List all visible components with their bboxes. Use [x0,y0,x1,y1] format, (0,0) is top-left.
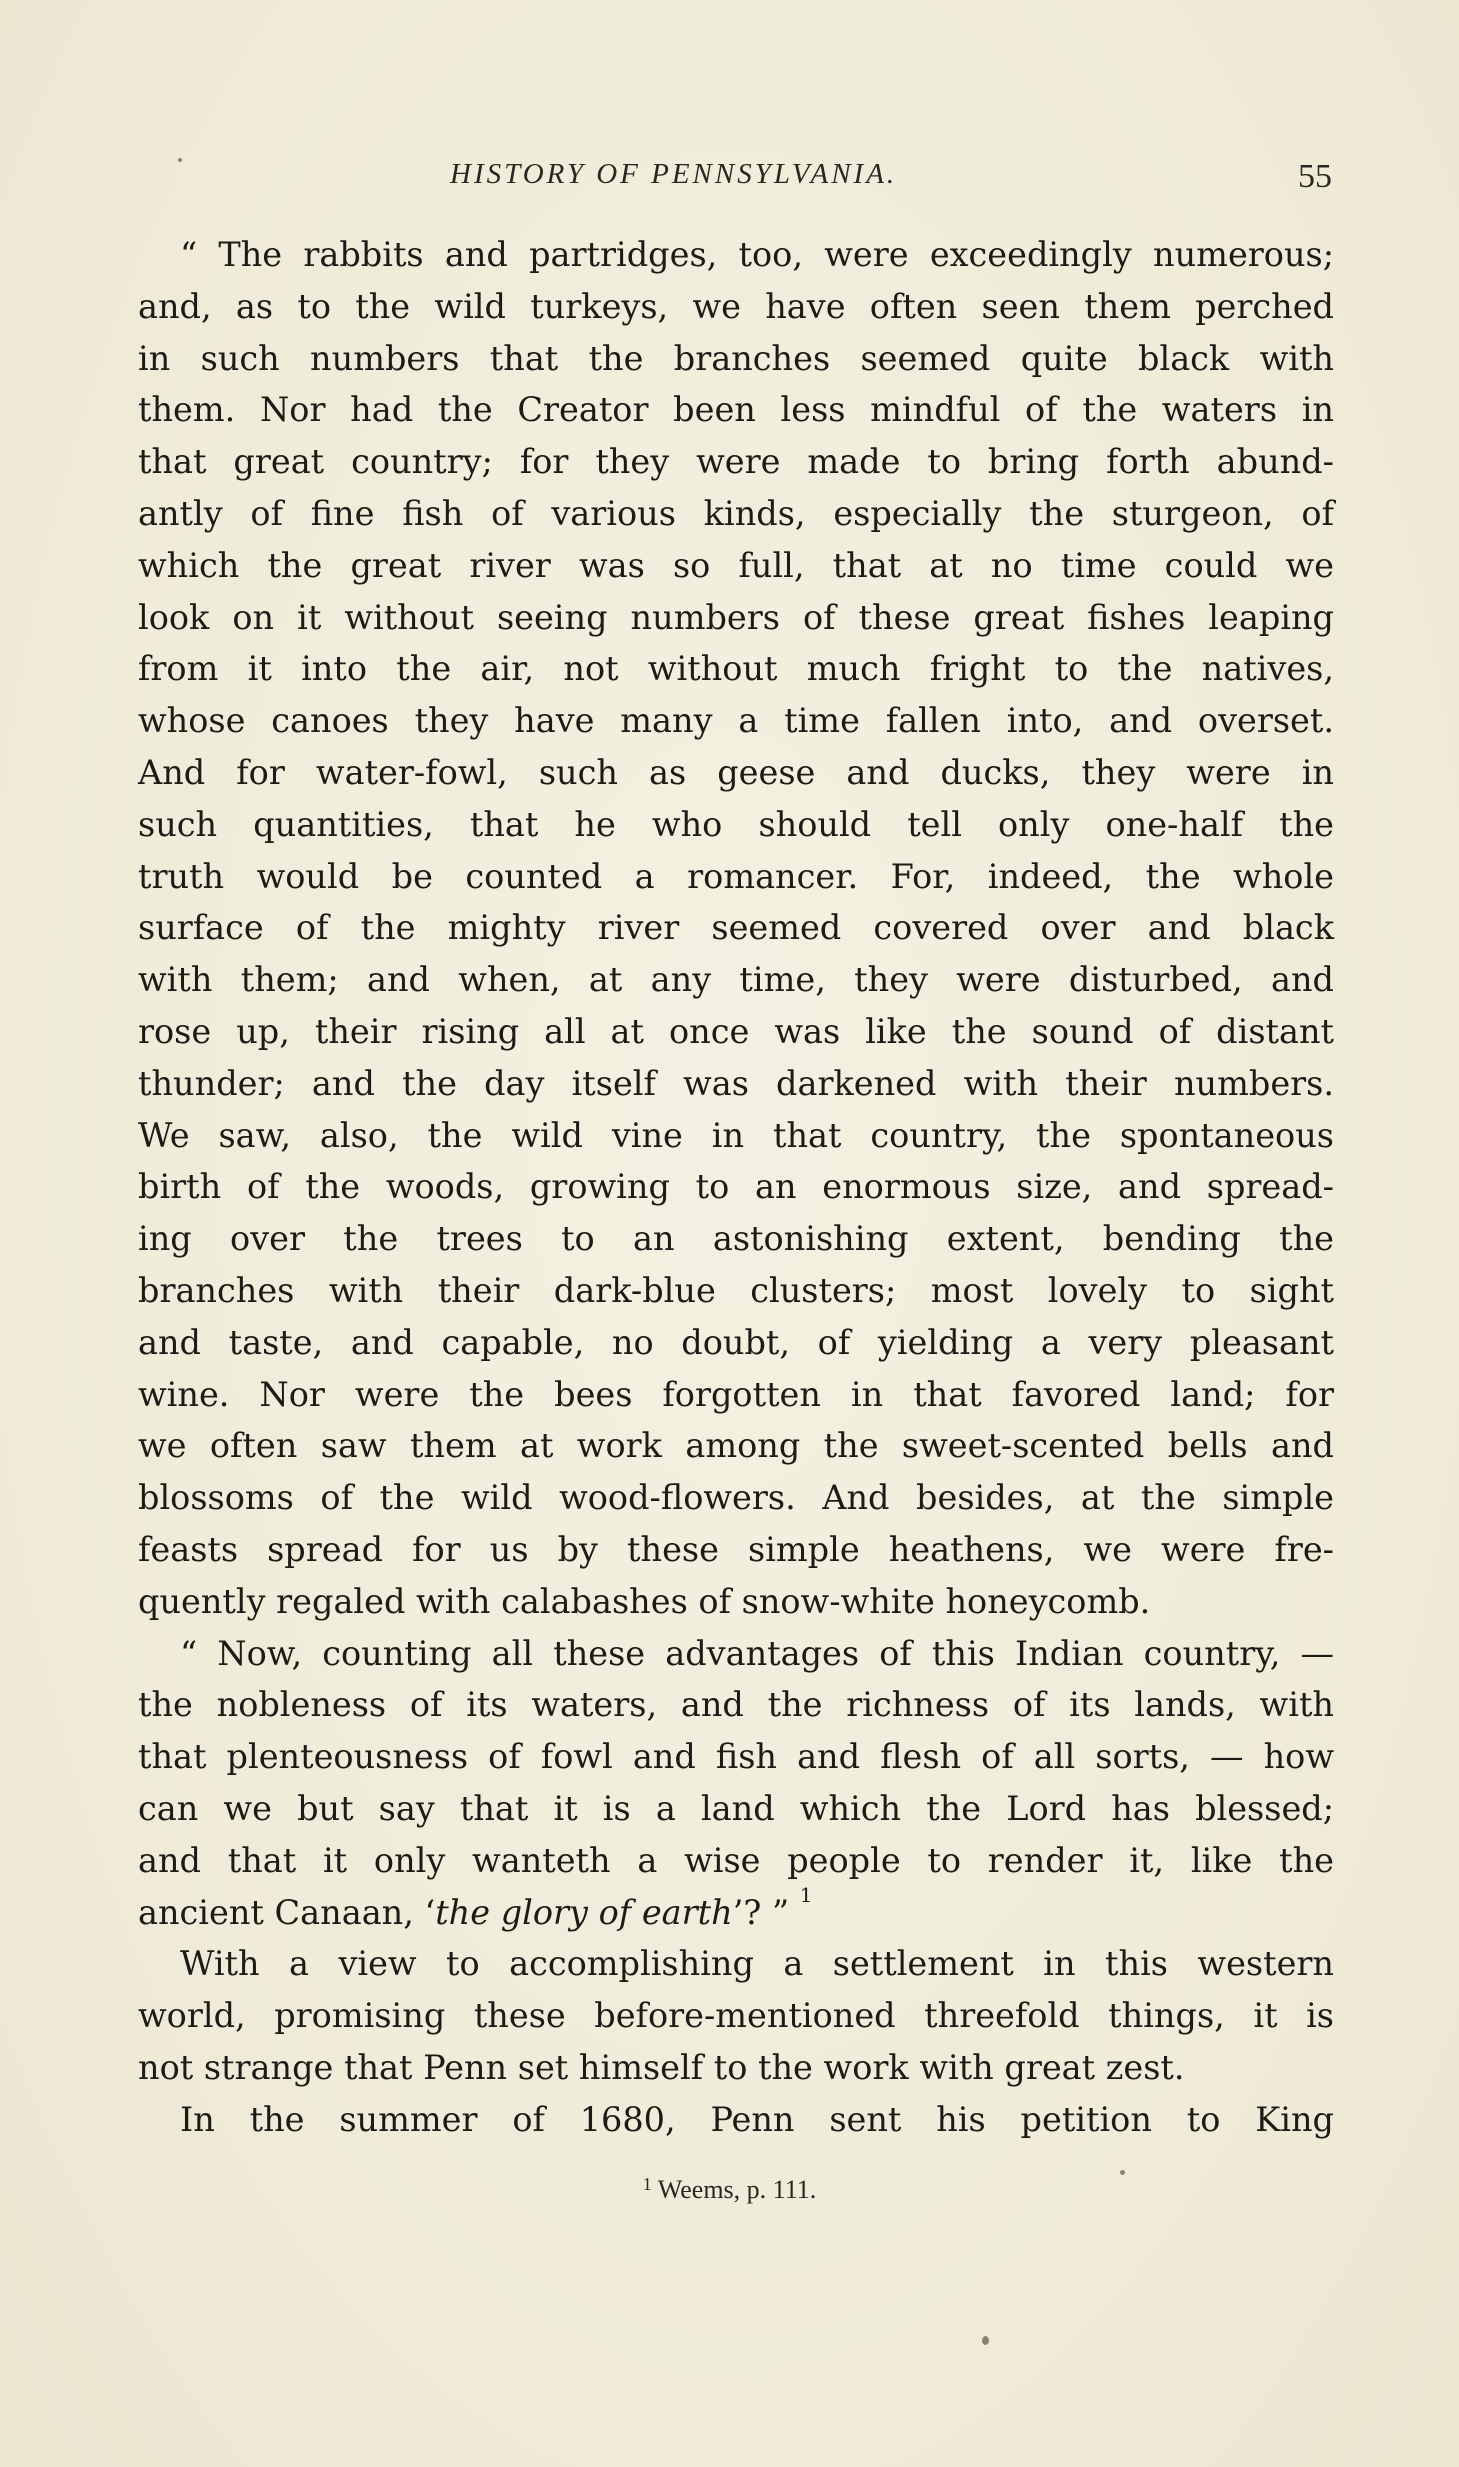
text-line: In the summer of 1680, Penn sent his petition to King [180,2099,1334,2139]
text-line: not strange that Penn set himself to the work with great zest. [138,2047,1185,2087]
text-line: rose up, their rising all at once was like the sound of distant [138,1011,1334,1051]
quote-prefix: ancient Canaan, ‘ [138,1892,436,1932]
paragraph-4 [138,2094,1334,2146]
text-line: can we but say that it is a land which the Lord has blessed; [138,1788,1334,1828]
text-line: and that it only wanteth a wise people to render it, like the [138,1840,1334,1880]
text-line: with them; and when, at any time, they were disturbed, and [138,960,1334,1000]
footnote-mark: 1 [642,2174,652,2194]
text-line: such quantities, that he who should tell only one-half the [138,804,1334,844]
paper-speck [1120,2170,1125,2175]
text-line: “ Now, counting all these advantages of this Indian country, — [180,1633,1334,1673]
text-line: quently regaled with calabashes of snow-white honeycomb. [138,1581,1151,1621]
text-line: from it into the air, not without much fright to the natives, [138,649,1334,689]
text-line: surface of the mighty river seemed covered over and black [138,908,1334,948]
text-line: wine. Nor were the bees forgotten in that favored land; for [138,1374,1334,1414]
text-line: “ The rabbits and partridges, too, were exceedingly numerous; [180,235,1334,274]
text-line: whose canoes they have many a time fallen into, and overset. [138,701,1334,741]
paper-speck [982,2336,989,2345]
text-line: We saw, also, the wild vine in that country, the spontaneous [138,1115,1334,1155]
paragraph-2 [138,1628,1334,1939]
paragraph-3 [138,1938,1334,2093]
text-line: world, promising these before-mentioned threefold things, it is [138,1996,1334,2036]
running-head: HISTORY OF PENNSYLVANIA. [450,158,898,190]
page-number: 55 [1298,158,1332,195]
text-line: and, as to the wild turkeys, we have often seen them perched [138,286,1334,326]
quote-italic: the glory of earth [435,1892,733,1932]
text-line [138,1882,1334,1939]
text-line: that great country; for they were made to bring forth abund- [138,442,1334,482]
text-line: we often saw them at work among the sweet-scented bells and [138,1426,1334,1466]
footnote [0,2175,1459,2205]
text-line: in such numbers that the branches seemed quite black with [138,338,1334,378]
text-line: look on it without seeing numbers of these great fishes leaping [138,597,1334,637]
paper-speck [178,158,182,162]
text-line: and taste, and capable, no doubt, of yielding a very pleasant [138,1322,1334,1362]
text-line: the nobleness of its waters, and the richness of its lands, with [138,1685,1334,1725]
footnote-reference[interactable]: 1 [799,1882,813,1907]
text-line: ing over the trees to an astonishing extent, bending the [138,1219,1334,1259]
page-header [138,158,1338,208]
text-line: antly of fine fish of various kinds, especially the sturgeon, of [138,493,1334,533]
text-line: blossoms of the wild wood-flowers. And besides, at the simple [138,1478,1334,1518]
footnote-text: Weems, p. 111. [657,2175,817,2204]
text-line: that plenteousness of fowl and fish and flesh of all sorts, — how [138,1737,1334,1777]
text-line: them. Nor had the Creator been less mindful of the waters in [138,390,1334,430]
text-line: branches with their dark-blue clusters; most lovely to sight [138,1270,1334,1310]
text-line: thunder; and the day itself was darkened with their numbers. [138,1063,1334,1103]
paragraph-1 [138,229,1334,1628]
text-line: birth of the woods, growing to an enormous size, and spread- [138,1167,1334,1207]
text-line: With a view to accomplishing a settlement in this western [180,1944,1334,1984]
text-line: feasts spread for us by these simple heathens, we were fre- [138,1529,1334,1569]
text-line: And for water-fowl, such as geese and ducks, they were in [138,752,1334,792]
quote-suffix: ’? ” [732,1892,790,1932]
body-text [138,229,1334,2145]
text-line: which the great river was so full, that at no time could we [138,545,1334,585]
text-line: truth would be counted a romancer. For, indeed, the whole [138,856,1334,896]
